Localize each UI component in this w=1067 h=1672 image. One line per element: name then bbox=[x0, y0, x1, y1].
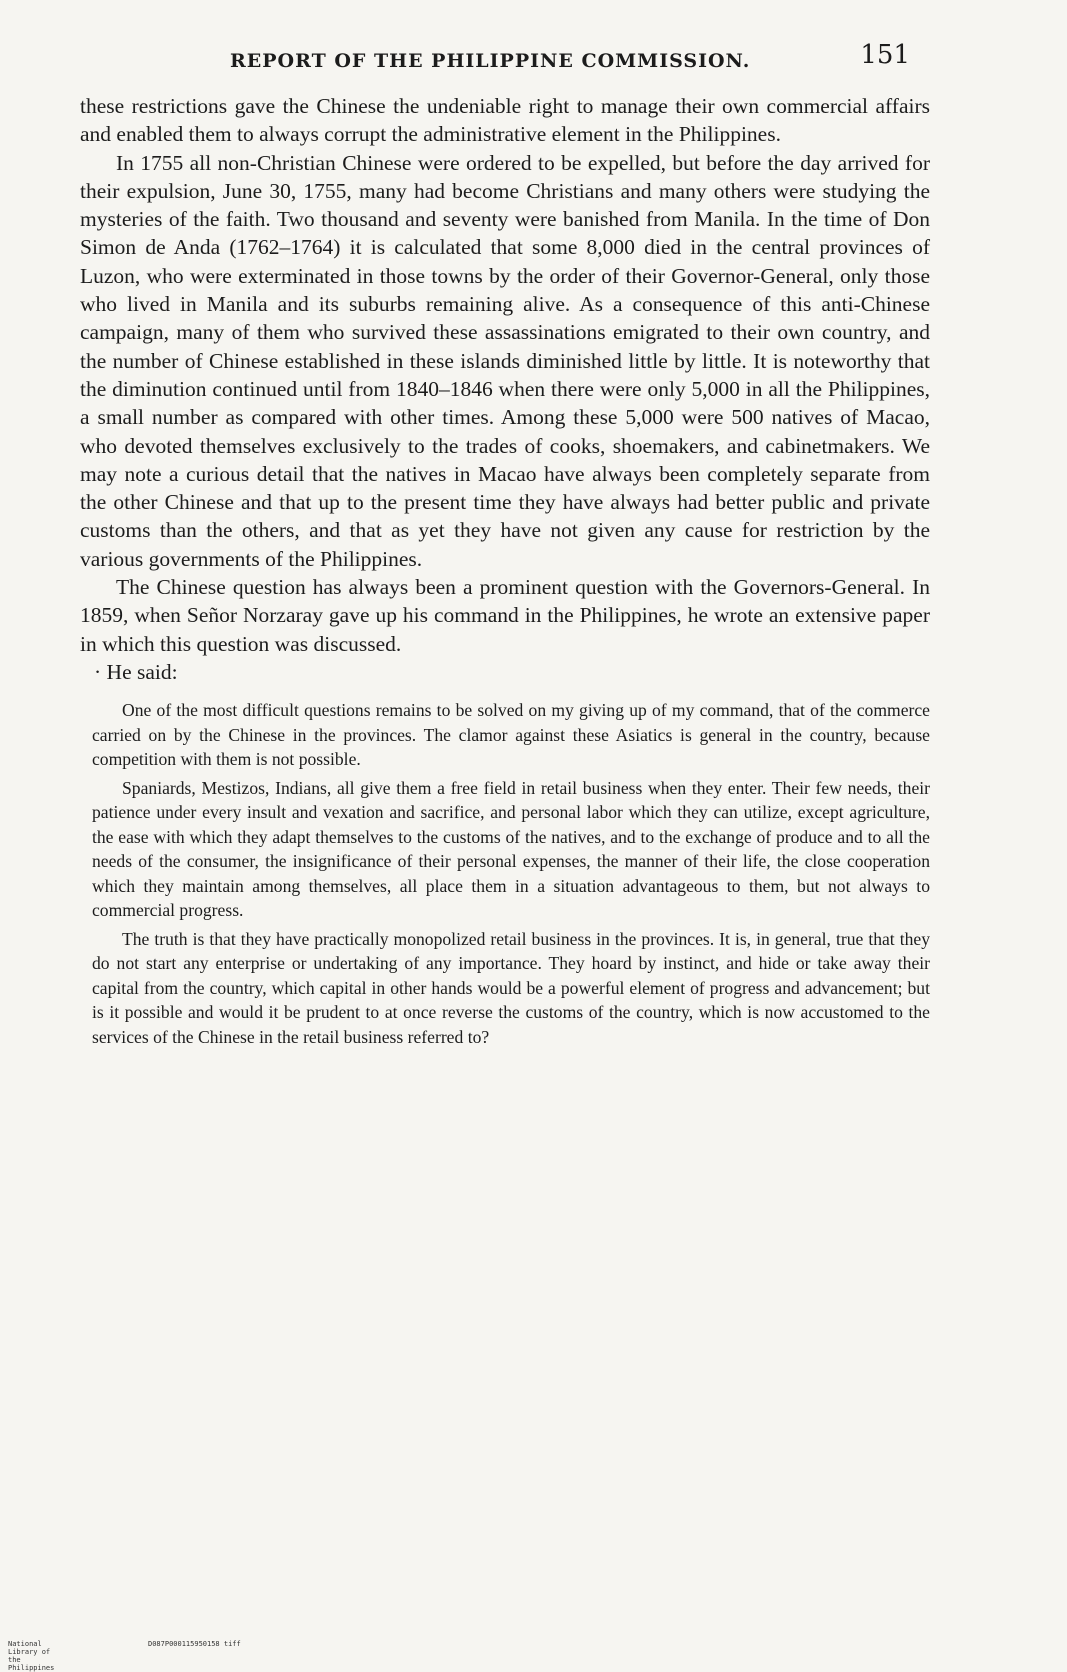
paragraph-expulsion-history: In 1755 all non-Christian Chinese were ordered to be expelled, but before the day arrived for their expulsion, June 30, 1755, many had become Christians and many others were studying the mysteries of the faith. Two thousand and seventy were banished from Manila. In the time of Don Simon de Anda (1762–1764) it is calculated that some 8,000 died in the central provinces of Luzon, who were exterminated in those towns by the order of their Governor-General, only those who lived in Manila and its suburbs remaining alive. As a consequence of this anti-Chinese campaign, many of them who survived these assassinations emigrated to their own country, and the number of Chinese established in these islands diminished little by little. It is noteworthy that the diminution continued until from 1840–1846 when there were only 5,000 in all the Philippines, a small number as compared with other times. Among these 5,000 were 500 natives of Macao, who devoted themselves exclusively to the trades of cooks, shoemakers, and cabinetmakers. We may note a curious detail that the natives in Macao have always been completely separate from the other Chinese and that up to the present time they have always had better public and private customs than the others, and that as yet they have not given any cause for restriction by the various governments of the Philippines. bbox=[80, 150, 930, 571]
page-header bbox=[80, 40, 910, 80]
quote-paragraph-monopoly: The truth is that they have practically monopolized retail business in the provinces. It is, in general, true that they do not start any enterprise or undertaking of any importance. They hoard by instinct, and hide or take away their capital from the country, which capital in other hands would be a powerful element of progress and advancement; but is it possible and would it be prudent to at once reverse the customs of the country, which is now accustomed to the services of the Chinese in the retail business referred to? bbox=[92, 928, 930, 1047]
footer-file: D087P000115950158 tiff bbox=[148, 1640, 241, 1648]
paragraph-continued: these restrictions gave the Chinese the undeniable right to manage their own commercial affairs and enabled them to always corrupt the administrative element in the Philippines. bbox=[80, 94, 930, 147]
block-quote bbox=[80, 698, 930, 1049]
quote-paragraph-difficult-questions: One of the most difficult questions remains to be solved on my giving up of my command, that of the commerce carried on by the Chinese in the provinces. The clamor against these Asiatics is general in the country, because competition with them is not possible. bbox=[92, 700, 930, 770]
body-text bbox=[80, 92, 930, 1049]
he-said-text: He said: bbox=[106, 659, 178, 684]
page-number: 151 bbox=[860, 40, 910, 70]
quote-paragraph-retail-advantages: Spaniards, Mestizos, Indians, all give them a free field in retail business when they enter. Their few needs, their patience under every insult and vexation and sacrifice, and personal labor which they can utilize, except agriculture, the ease with which they adapt themselves to the customs of the natives, and to the exchange of produce and to all the needs of the consumer, the insignificance of their personal expenses, the manner of their life, the close cooperation which they maintain among themselves, all place them in a situation advantageous to them, but not always to commercial progress. bbox=[92, 777, 930, 921]
running-head: REPORT OF THE PHILIPPINE COMMISSION. bbox=[230, 50, 751, 72]
footer-library: National Library of the Philippines bbox=[8, 1640, 55, 1672]
paragraph-he-said: · He said: bbox=[94, 659, 178, 684]
paragraph-governors-general: The Chinese question has always been a prominent question with the Governors-General. In 1859, when Señor Norzaray gave up his command in the Philippines, he wrote an extensive paper in which this question was discussed. bbox=[80, 575, 930, 656]
